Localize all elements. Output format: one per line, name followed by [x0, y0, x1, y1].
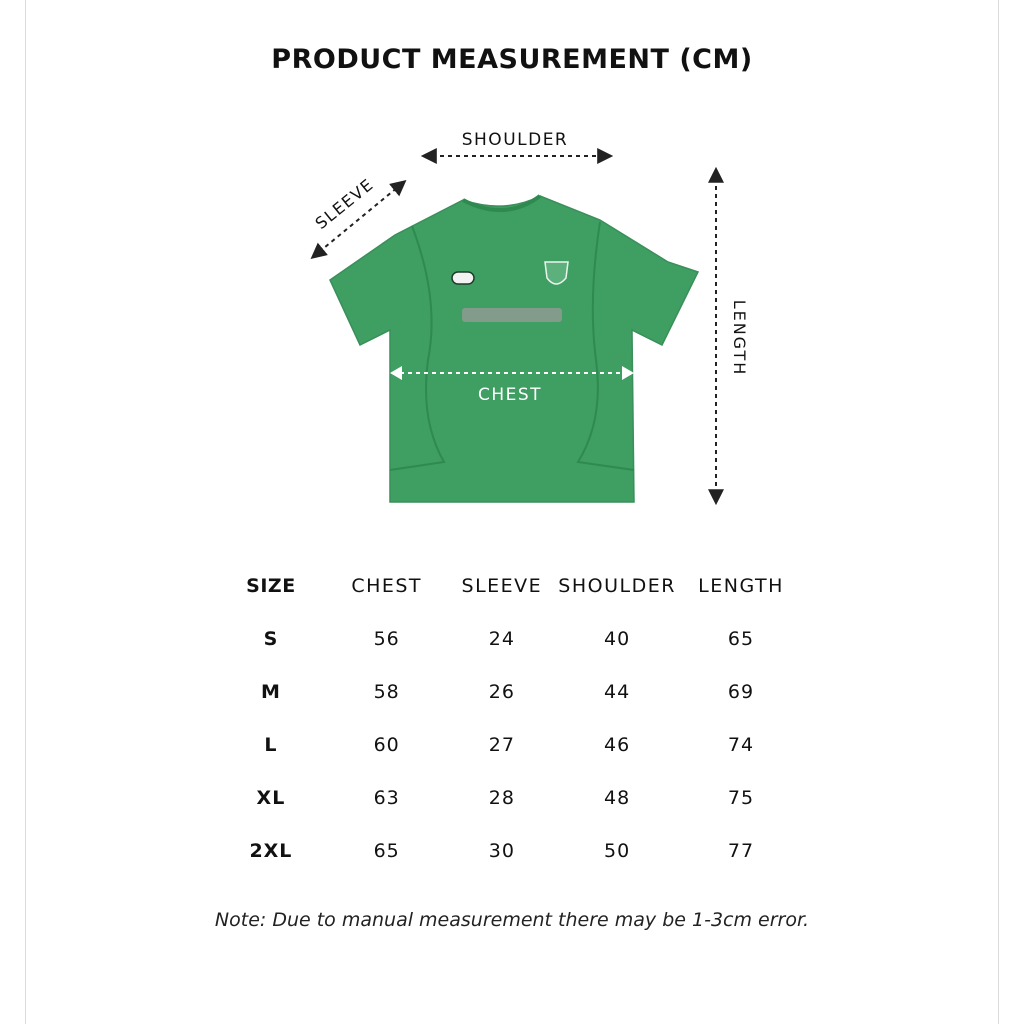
sleeve-cell: 26: [488, 680, 515, 703]
header-chest: CHEST: [351, 575, 423, 597]
shoulder-cell: 48: [604, 786, 631, 809]
chest-cell: 63: [373, 786, 400, 809]
chest-cell: 60: [373, 733, 400, 756]
sleeve-cell: 27: [488, 733, 515, 756]
header-length: LENGTH: [698, 575, 784, 597]
chest-cell: 56: [373, 627, 400, 650]
table-row: [230, 824, 790, 877]
size-table-container: [230, 560, 790, 877]
header-shoulder: SHOULDER: [558, 575, 676, 597]
size-cell: 2XL: [249, 839, 293, 862]
sleeve-label: SLEEVE: [311, 174, 378, 233]
length-cell: 74: [727, 733, 755, 756]
size-cell: L: [264, 733, 278, 756]
shoulder-cell: 46: [604, 733, 631, 756]
shoulder-cell: 44: [604, 680, 631, 703]
size-table: [230, 560, 790, 877]
sleeve-cell: 30: [488, 839, 515, 862]
sleeve-cell: 24: [488, 627, 515, 650]
length-cell: 75: [727, 786, 755, 809]
shoulder-label: SHOULDER: [461, 130, 569, 150]
length-cell: 69: [727, 680, 755, 703]
shoulder-cell: 40: [604, 627, 631, 650]
size-cell: M: [260, 680, 281, 703]
chest-cell: 58: [373, 680, 400, 703]
chest-cell: 65: [373, 839, 400, 862]
header-size: SIZE: [246, 575, 296, 597]
shoulder-cell: 50: [604, 839, 631, 862]
table-row: [230, 612, 790, 665]
measurement-note: Note: Due to manual measurement there may be 1-3cm error.: [214, 909, 810, 931]
table-row: [230, 771, 790, 824]
chest-label: CHEST: [477, 385, 543, 405]
header-sleeve: SLEEVE: [461, 575, 543, 597]
table-row: [230, 718, 790, 771]
sleeve-cell: 28: [488, 786, 515, 809]
table-row: [230, 665, 790, 718]
length-cell: 65: [727, 627, 755, 650]
tshirt-body: [330, 196, 698, 502]
page-title: PRODUCT MEASUREMENT (CM): [271, 44, 753, 75]
size-cell: XL: [256, 786, 286, 809]
table-header-row: [230, 560, 790, 612]
length-label: LENGTH: [730, 299, 749, 377]
length-cell: 77: [727, 839, 755, 862]
size-cell: S: [263, 627, 279, 650]
